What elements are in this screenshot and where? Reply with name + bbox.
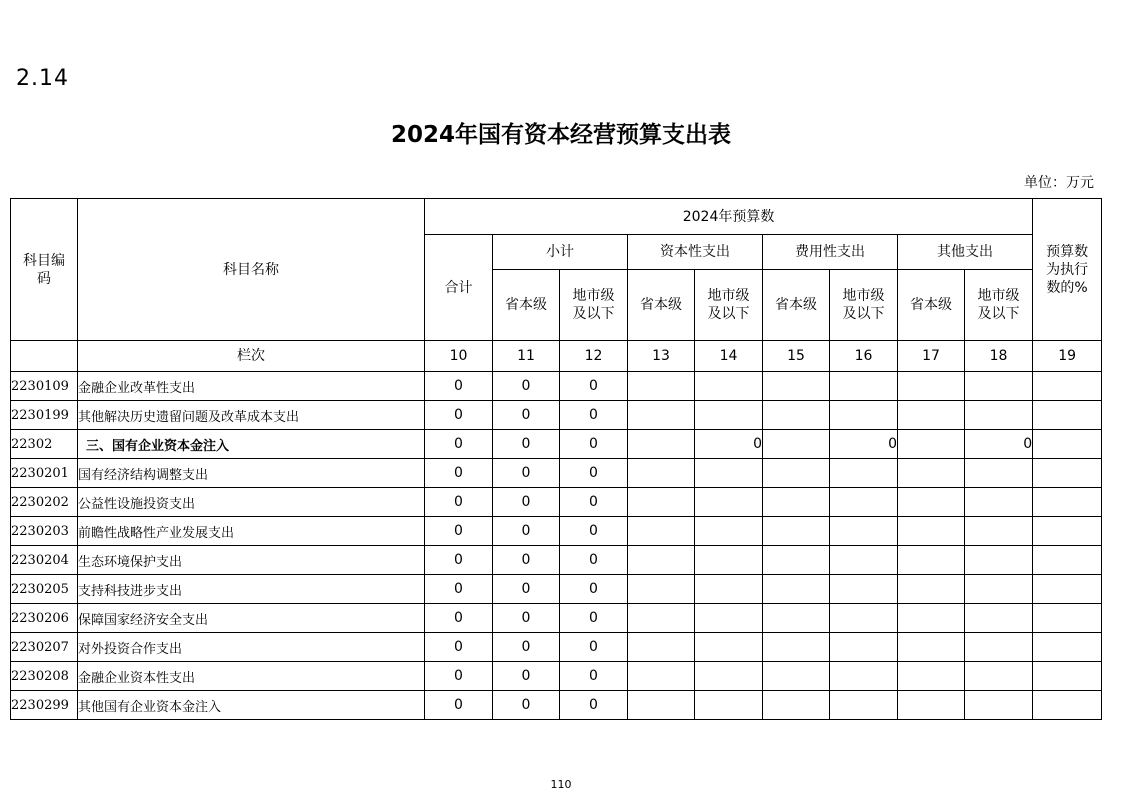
cell-code: 2230199 (11, 401, 78, 430)
cell-code: 2230207 (11, 633, 78, 662)
cell-expense-city (830, 604, 898, 633)
table-row (11, 488, 1102, 517)
cell-other-province (898, 430, 965, 459)
cell-other-city (965, 691, 1033, 720)
cell-total: 0 (425, 372, 493, 401)
cell-code: 2230109 (11, 372, 78, 401)
cell-other-province (898, 401, 965, 430)
cell-total: 0 (425, 546, 493, 575)
table-row (11, 459, 1102, 488)
cell-expense-city (830, 633, 898, 662)
column-number: 18 (965, 341, 1033, 372)
cell-other-city (965, 372, 1033, 401)
cell-expense-province (763, 604, 830, 633)
cell-capital-city (695, 488, 763, 517)
cell-capital-city (695, 459, 763, 488)
table-body (11, 372, 1102, 720)
cell-subtotal-city: 0 (560, 633, 628, 662)
cell-expense-province (763, 459, 830, 488)
cell-name: 三、国有企业资本金注入 (78, 430, 425, 459)
cell-other-city (965, 662, 1033, 691)
cell-other-province (898, 546, 965, 575)
table-row (11, 430, 1102, 459)
cell-expense-province (763, 430, 830, 459)
table-row (11, 546, 1102, 575)
cell-capital-province (628, 401, 695, 430)
cell-other-province (898, 459, 965, 488)
cell-other-city (965, 546, 1033, 575)
cell-subtotal-city: 0 (560, 488, 628, 517)
cell-other-city (965, 488, 1033, 517)
cell-exec-pct (1033, 575, 1102, 604)
cell-capital-province (628, 459, 695, 488)
header-city: 地市级及以下 (695, 270, 763, 341)
cell-capital-province (628, 575, 695, 604)
cell-subtotal-city: 0 (560, 372, 628, 401)
cell-expense-city (830, 517, 898, 546)
cell-total: 0 (425, 459, 493, 488)
header-total: 合计 (425, 235, 493, 341)
cell-capital-city (695, 546, 763, 575)
cell-capital-province (628, 517, 695, 546)
table-row (11, 401, 1102, 430)
cell-capital-city (695, 517, 763, 546)
cell-other-city (965, 401, 1033, 430)
cell-code: 2230204 (11, 546, 78, 575)
cell-name: 国有经济结构调整支出 (78, 459, 425, 488)
header-name: 科目名称 (78, 199, 425, 341)
cell-exec-pct (1033, 633, 1102, 662)
cell-capital-city (695, 401, 763, 430)
cell-expense-city (830, 691, 898, 720)
header-exec-pct: 预算数为执行数的% (1033, 199, 1102, 341)
header-province: 省本级 (763, 270, 830, 341)
table-row (11, 604, 1102, 633)
cell-capital-city: 0 (695, 430, 763, 459)
column-number: 15 (763, 341, 830, 372)
cell-subtotal-province: 0 (493, 488, 560, 517)
column-number: 10 (425, 341, 493, 372)
cell-code: 2230206 (11, 604, 78, 633)
cell-name: 其他国有企业资本金注入 (78, 691, 425, 720)
cell-subtotal-city: 0 (560, 691, 628, 720)
cell-capital-city (695, 691, 763, 720)
cell-name: 金融企业改革性支出 (78, 372, 425, 401)
header-budget-group: 2024年预算数 (425, 199, 1033, 235)
cell-capital-city (695, 604, 763, 633)
cell-expense-city (830, 401, 898, 430)
cell-other-province (898, 517, 965, 546)
cell-subtotal-province: 0 (493, 401, 560, 430)
cell-other-province (898, 633, 965, 662)
cell-expense-province (763, 691, 830, 720)
cell-name: 其他解决历史遗留问题及改革成本支出 (78, 401, 425, 430)
cell-name: 保障国家经济安全支出 (78, 604, 425, 633)
cell-other-city: 0 (965, 430, 1033, 459)
cell-subtotal-city: 0 (560, 459, 628, 488)
cell-total: 0 (425, 488, 493, 517)
cell-capital-province (628, 546, 695, 575)
cell-subtotal-city: 0 (560, 575, 628, 604)
cell-exec-pct (1033, 691, 1102, 720)
cell-expense-province (763, 546, 830, 575)
header-other: 其他支出 (898, 235, 1033, 270)
cell-subtotal-city: 0 (560, 546, 628, 575)
cell-expense-city (830, 546, 898, 575)
cell-other-province (898, 662, 965, 691)
cell-capital-city (695, 662, 763, 691)
cell-exec-pct (1033, 459, 1102, 488)
cell-exec-pct (1033, 372, 1102, 401)
cell-name: 支持科技进步支出 (78, 575, 425, 604)
cell-subtotal-city: 0 (560, 604, 628, 633)
cell-name: 对外投资合作支出 (78, 633, 425, 662)
cell-capital-city (695, 575, 763, 604)
section-number: 2.14 (16, 66, 69, 91)
cell-capital-province (628, 604, 695, 633)
cell-other-province (898, 575, 965, 604)
cell-code: 22302 (11, 430, 78, 459)
cell-subtotal-province: 0 (493, 430, 560, 459)
cell-expense-province (763, 401, 830, 430)
column-number: 11 (493, 341, 560, 372)
cell-expense-city (830, 459, 898, 488)
cell-subtotal-province: 0 (493, 459, 560, 488)
cell-total: 0 (425, 604, 493, 633)
column-number: 17 (898, 341, 965, 372)
column-number: 14 (695, 341, 763, 372)
column-number: 16 (830, 341, 898, 372)
table-row (11, 372, 1102, 401)
cell-expense-city (830, 372, 898, 401)
table-row (11, 517, 1102, 546)
cell-name: 前瞻性战略性产业发展支出 (78, 517, 425, 546)
cell-expense-city (830, 575, 898, 604)
cell-total: 0 (425, 662, 493, 691)
cell-subtotal-city: 0 (560, 430, 628, 459)
cell-expense-city: 0 (830, 430, 898, 459)
cell-subtotal-province: 0 (493, 575, 560, 604)
cell-total: 0 (425, 575, 493, 604)
table-row (11, 691, 1102, 720)
cell-capital-city (695, 372, 763, 401)
cell-total: 0 (425, 430, 493, 459)
page-number: 110 (550, 778, 572, 791)
cell-total: 0 (425, 401, 493, 430)
cell-other-city (965, 604, 1033, 633)
cell-expense-province (763, 372, 830, 401)
cell-other-city (965, 459, 1033, 488)
cell-capital-province (628, 488, 695, 517)
cell-subtotal-city: 0 (560, 401, 628, 430)
cell-name: 生态环境保护支出 (78, 546, 425, 575)
budget-table (10, 198, 1102, 720)
column-number: 12 (560, 341, 628, 372)
cell-capital-city (695, 633, 763, 662)
cell-exec-pct (1033, 604, 1102, 633)
cell-code: 2230201 (11, 459, 78, 488)
cell-total: 0 (425, 633, 493, 662)
column-number: 19 (1033, 341, 1102, 372)
header-city: 地市级及以下 (965, 270, 1033, 341)
header-province: 省本级 (628, 270, 695, 341)
cell-expense-province (763, 633, 830, 662)
cell-other-city (965, 517, 1033, 546)
cell-exec-pct (1033, 546, 1102, 575)
header-province: 省本级 (898, 270, 965, 341)
cell-other-city (965, 575, 1033, 604)
header-code: 科目编码 (11, 199, 78, 341)
cell-code: 2230202 (11, 488, 78, 517)
table-row (11, 662, 1102, 691)
cell-code: 2230299 (11, 691, 78, 720)
cell-other-province (898, 372, 965, 401)
cell-other-city (965, 633, 1033, 662)
cell-subtotal-province: 0 (493, 604, 560, 633)
cell-subtotal-province: 0 (493, 546, 560, 575)
cell-other-province (898, 488, 965, 517)
cell-expense-city (830, 662, 898, 691)
header-city: 地市级及以下 (830, 270, 898, 341)
cell-expense-city (830, 488, 898, 517)
header-city: 地市级及以下 (560, 270, 628, 341)
cell-name: 公益性设施投资支出 (78, 488, 425, 517)
cell-expense-province (763, 488, 830, 517)
cell-total: 0 (425, 517, 493, 546)
table-row (11, 633, 1102, 662)
cell-code: 2230208 (11, 662, 78, 691)
cell-exec-pct (1033, 517, 1102, 546)
cell-total: 0 (425, 691, 493, 720)
cell-subtotal-province: 0 (493, 633, 560, 662)
cell-name: 金融企业资本性支出 (78, 662, 425, 691)
header-blank (11, 341, 78, 372)
cell-exec-pct (1033, 401, 1102, 430)
cell-capital-province (628, 662, 695, 691)
unit-label: 单位：万元 (1024, 175, 1094, 191)
header-capital: 资本性支出 (628, 235, 763, 270)
cell-capital-province (628, 633, 695, 662)
table-row (11, 575, 1102, 604)
header-expense: 费用性支出 (763, 235, 898, 270)
cell-exec-pct (1033, 488, 1102, 517)
cell-expense-province (763, 662, 830, 691)
cell-code: 2230203 (11, 517, 78, 546)
cell-capital-province (628, 372, 695, 401)
cell-expense-province (763, 575, 830, 604)
header-column-order: 栏次 (78, 341, 425, 372)
cell-capital-province (628, 430, 695, 459)
cell-capital-province (628, 691, 695, 720)
header-province: 省本级 (493, 270, 560, 341)
cell-subtotal-city: 0 (560, 662, 628, 691)
cell-subtotal-city: 0 (560, 517, 628, 546)
cell-other-province (898, 604, 965, 633)
column-number: 13 (628, 341, 695, 372)
cell-subtotal-province: 0 (493, 372, 560, 401)
cell-subtotal-province: 0 (493, 662, 560, 691)
cell-subtotal-province: 0 (493, 691, 560, 720)
cell-other-province (898, 691, 965, 720)
cell-exec-pct (1033, 430, 1102, 459)
cell-exec-pct (1033, 662, 1102, 691)
header-subtotal: 小计 (493, 235, 628, 270)
cell-code: 2230205 (11, 575, 78, 604)
page-title: 2024年国有资本经营预算支出表 (390, 122, 731, 148)
cell-expense-province (763, 517, 830, 546)
cell-subtotal-province: 0 (493, 517, 560, 546)
